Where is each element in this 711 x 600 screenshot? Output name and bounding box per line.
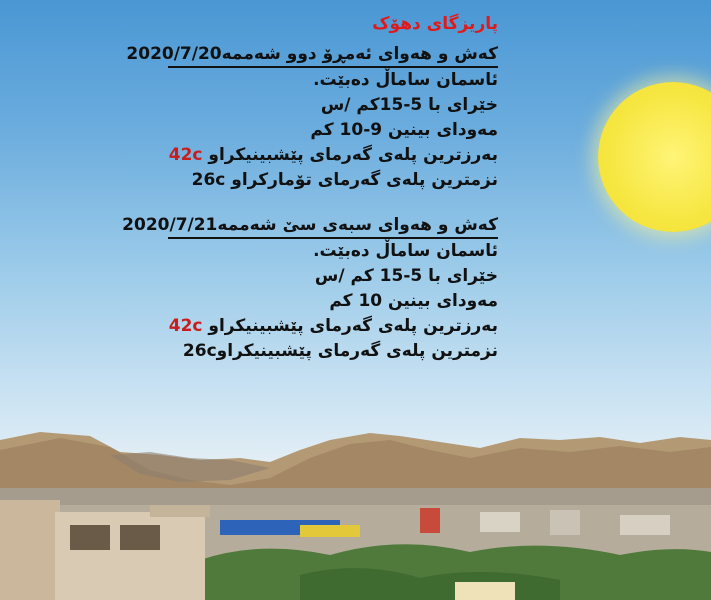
forecast-today-min-label: نزمترین پلەی گەرمای تۆمارکراو [231, 170, 498, 190]
forecast-today-max-label: بەرزترین پلەی گەرمای پێشبینیکراو [208, 145, 498, 165]
forecast-today-sky: ئاسمان ساماڵ دەبێت. [313, 70, 498, 90]
forecast-today-heading-row [126, 44, 498, 68]
forecast-today-wind: خێرای با 5-15کم /س [320, 95, 498, 115]
forecast-today-date: 2020/7/20 [126, 44, 222, 64]
forecast-tomorrow-min-label: نزمترین پلەی گەرمای پێشبینیکراو [216, 341, 498, 361]
forecast-tomorrow-heading: کەش و هەوای سبەی سێ شەممە [217, 215, 498, 235]
forecast-tomorrow-max-label: بەرزترین پلەی گەرمای پێشبینیکراو [208, 316, 498, 336]
forecast-tomorrow-visibility: مەودای بینین 10 کم [329, 291, 498, 311]
forecast-tomorrow-heading-row [122, 215, 498, 239]
forecast-today-max-value: 42c [168, 145, 203, 165]
forecast-today-min [168, 168, 498, 193]
forecast-tomorrow-date: 2020/7/21 [122, 215, 218, 235]
forecast-today-heading: کەش و هەوای ئەمڕۆ دوو شەممە [221, 44, 498, 64]
forecast-tomorrow-max [168, 314, 498, 339]
forecast-today-max [168, 143, 498, 168]
forecast-tomorrow-sky: ئاسمان ساماڵ دەبێت. [313, 241, 498, 261]
forecast-tomorrow-min [168, 339, 498, 364]
forecast-today-visibility: مەودای بینین 9-10 کم [310, 120, 498, 140]
forecast-tomorrow-wind: خێرای با 5-15 کم /س [314, 266, 498, 286]
forecast-tomorrow [122, 215, 498, 364]
forecast-today [126, 44, 498, 193]
location-title: پاریزگای دهۆک [372, 14, 498, 34]
forecast-tomorrow-max-value: 42c [168, 316, 203, 336]
forecast-tomorrow-min-value: 26c [182, 341, 217, 361]
forecast-today-min-value: 26c [191, 170, 226, 190]
